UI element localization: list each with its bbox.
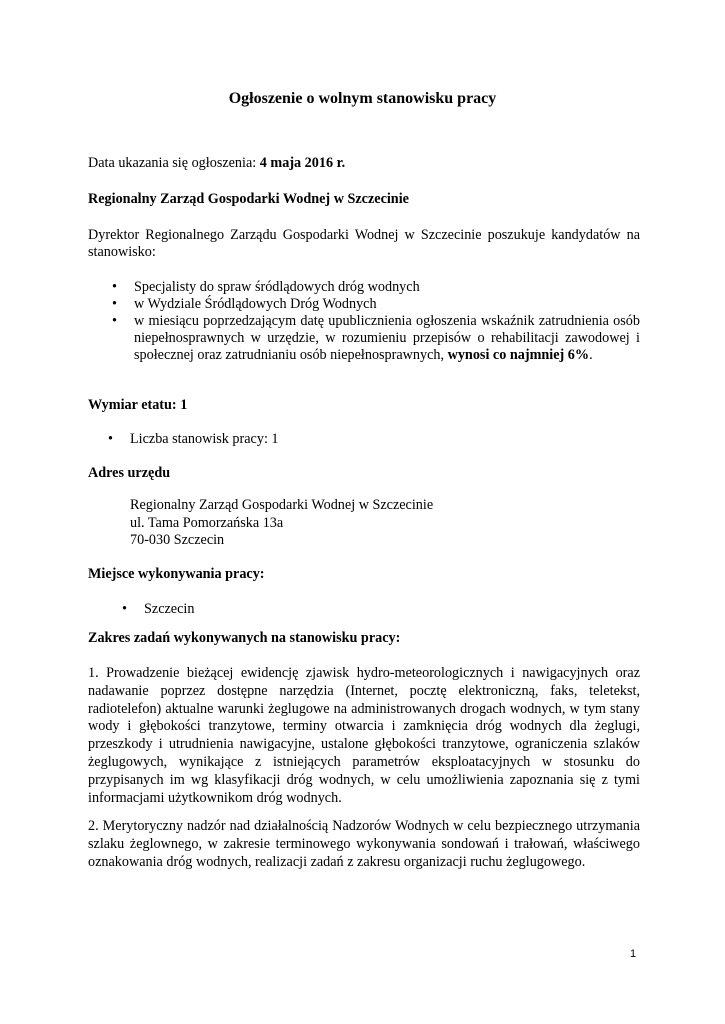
task-paragraph: 2. Merytoryczny nadzór nad działalnością Nadzorów Wodnych w celu bezpiecznego utrzymania szlaku żeglownego, w zakresie terminowego wykonywania sondowań i trałowań, właściwego oznakowania dróg wodnych, realizacji zadań z zakresu organizacji ruchu żeglugowego. bbox=[88, 818, 640, 870]
bullet3-end: . bbox=[589, 347, 593, 364]
page-number: 1 bbox=[630, 948, 637, 960]
bullet3-bold: wynosi co najmniej 6% bbox=[447, 347, 590, 364]
wymiar-heading: Wymiar etatu: 1 bbox=[88, 397, 188, 413]
bullet-icon: • bbox=[108, 431, 113, 447]
date-value: 4 maja 2016 r. bbox=[259, 155, 346, 171]
date-label: Data ukazania się ogłoszenia: bbox=[88, 155, 260, 171]
list-item: w Wydziale Śródlądowych Dróg Wodnych bbox=[134, 296, 377, 312]
address-line: Regionalny Zarząd Gospodarki Wodnej w Szczecinie bbox=[130, 497, 434, 513]
task-paragraph: 1. Prowadzenie bieżącej ewidencję zjawisk hydro-meteorologicznych i nawigacyjnych oraz nadawanie poprzez dostępne narzędzia (Internet, pocztę elektroniczną, faks, teletekst, radiotelefon) aktualne warunki żeglugowe na administrowanych drogach wodnych, w tym stany wody i głębokości tranzytowe, terminy otwarcia i zamknięcia dróg wodnych dla żeglugi, przeszkody i utrudnienia nawigacyjne, ustalone głębokości tranzytowe, ograniczenia szlaków żeglugowych, wynikające z istniejących parametrów eksploatacyjnych w stosunku do przypisanych im wg klasyfikacji dróg wodnych, w celu umożliwienia zapoznania się z tymi informacjami użytkownikom dróg wodnych. bbox=[88, 665, 640, 806]
bullet-icon: • bbox=[122, 601, 127, 617]
address-line: ul. Tama Pomorzańska 13a bbox=[130, 515, 284, 531]
miejsce-heading: Miejsce wykonywania pracy: bbox=[88, 566, 265, 582]
page-title: Ogłoszenie o wolnym stanowisku pracy bbox=[228, 90, 497, 107]
list-item: Szczecin bbox=[144, 601, 195, 617]
bullet-icon: • bbox=[112, 313, 117, 329]
bullet-icon: • bbox=[112, 279, 117, 295]
bullet-icon: • bbox=[112, 296, 117, 312]
employer-heading: Regionalny Zarząd Gospodarki Wodnej w Szczecinie bbox=[88, 191, 409, 207]
bullet3-text: w miesiącu poprzedzającym datę upublicznienia ogłoszenia wskaźnik zatrudnienia osób niepełnosprawnych w urzędzie, w rozumieniu przepisów o rehabilitacji zawodowej i społecznej oraz zatrudnianiu osób niepełnosprawnych, bbox=[134, 313, 640, 364]
zakres-heading: Zakres zadań wykonywanych na stanowisku pracy: bbox=[88, 630, 401, 646]
list-item: Specjalisty do spraw śródlądowych dróg wodnych bbox=[134, 279, 420, 295]
list-item bbox=[134, 313, 640, 365]
intro-paragraph: Dyrektor Regionalnego Zarządu Gospodarki Wodnej w Szczecinie poszukuje kandydatów na stanowisko: bbox=[88, 227, 640, 261]
list-item: Liczba stanowisk pracy: 1 bbox=[130, 431, 279, 447]
adres-heading: Adres urzędu bbox=[88, 465, 171, 481]
publication-date bbox=[88, 155, 640, 172]
address-line: 70-030 Szczecin bbox=[130, 532, 225, 548]
